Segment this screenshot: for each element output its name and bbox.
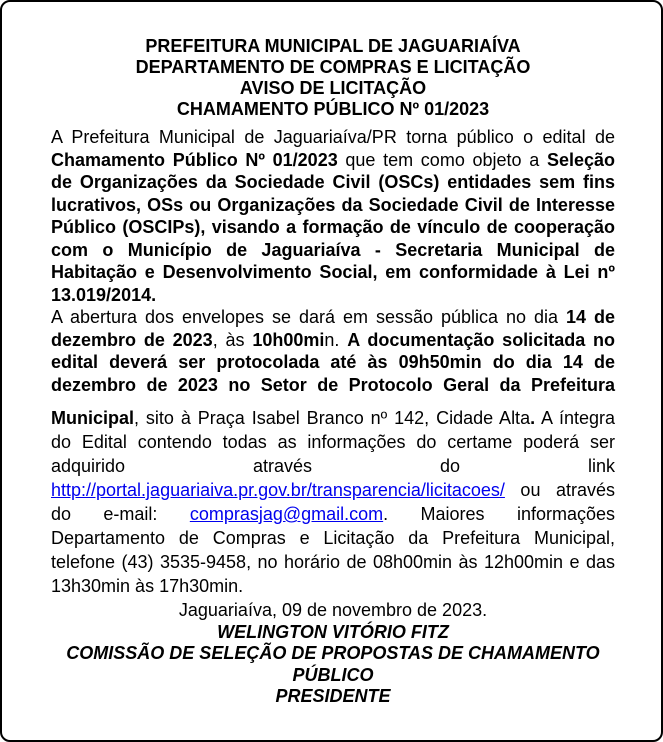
body-block-upper bbox=[51, 126, 615, 396]
notice-number: CHAMAMENTO PÚBLICO Nº 01/2023 bbox=[176, 99, 490, 119]
text-segment: 10h00mi bbox=[252, 329, 325, 350]
text-segment: 13.019/2014. bbox=[51, 284, 157, 305]
notice-type: AVISO DE LICITAÇÃO bbox=[239, 78, 427, 98]
text-segment: de Organizações da Sociedade Civil (OSCs) entidades sem fins bbox=[51, 172, 615, 192]
commission-line-1: COMISSÃO DE SELEÇÃO DE PROPOSTAS DE CHAMAMENTO bbox=[66, 643, 600, 663]
date-line: Jaguariaíva, 09 de novembro de 2023. bbox=[178, 600, 488, 620]
body-line bbox=[51, 239, 615, 262]
text-segment: dezembro de 2023 bbox=[51, 329, 213, 350]
text-segment: Municipal bbox=[51, 408, 135, 428]
body-line bbox=[51, 216, 615, 239]
text-segment: do Edital contendo todas as informações do certame poderá ser bbox=[51, 432, 615, 452]
text-segment: , às bbox=[212, 329, 253, 350]
body-line bbox=[51, 126, 615, 149]
text-segment: Chamamento Público Nº 01/2023 bbox=[51, 149, 338, 170]
text-segment: Habitação e Desenvolvimento Social, em conformidade à Lei nº bbox=[51, 262, 615, 282]
body-line bbox=[51, 406, 615, 430]
body-line bbox=[51, 374, 615, 397]
text-segment: A íntegra bbox=[535, 408, 615, 428]
text-segment: lucrativos, OSs ou Organizações da Sociedade Civil de Interesse bbox=[51, 194, 615, 215]
body-line bbox=[51, 351, 615, 374]
email-link[interactable]: comprasjag@gmail.com bbox=[189, 504, 384, 524]
text-segment: dezembro de 2023 no Setor de Protocolo Geral da Prefeitura bbox=[51, 374, 615, 395]
body-line bbox=[51, 478, 615, 502]
text-segment: ou através bbox=[504, 480, 615, 500]
text-segment: n. bbox=[324, 329, 348, 350]
text-segment: com o Município de Jaguariaíva - Secretaria Municipal de bbox=[51, 239, 615, 260]
text-segment: , sito à Praça Isabel Branco nº 142, Cidade Alta bbox=[134, 408, 531, 428]
body-line bbox=[51, 149, 615, 172]
body-line bbox=[51, 284, 615, 307]
text-segment: 13h30min às 17h30min. bbox=[51, 576, 244, 596]
text-segment: Departamento de Compras e Licitação da Prefeitura Municipal, bbox=[51, 528, 615, 548]
text-segment: edital deverá ser protocolada até às 09h50min do dia 14 de bbox=[51, 352, 615, 372]
body-line bbox=[51, 306, 615, 329]
signatory-name: WELINGTON VITÓRIO FITZ bbox=[217, 621, 449, 642]
body-line bbox=[51, 430, 615, 454]
body-line bbox=[51, 329, 615, 352]
body-line bbox=[51, 171, 615, 194]
text-segment: Seleção bbox=[546, 149, 615, 170]
text-segment: A documentação solicitada no bbox=[347, 329, 616, 350]
text-segment: telefone (43) 3535-9458, no horário de 08h00min às 12h00min e das bbox=[51, 552, 615, 572]
body-line bbox=[51, 526, 615, 550]
body-block-lower bbox=[51, 406, 615, 598]
org-name: PREFEITURA MUNICIPAL DE JAGUARIAÍVA bbox=[145, 36, 521, 56]
text-segment: . bbox=[530, 408, 536, 428]
department-name: DEPARTAMENTO DE COMPRAS E LICITAÇÃO bbox=[135, 57, 531, 77]
text-segment: A abertura dos envelopes se dará em sessão pública no dia bbox=[51, 307, 566, 327]
document-header bbox=[51, 36, 615, 120]
text-segment: A Prefeitura Municipal de Jaguariaíva/PR torna público o edital de bbox=[51, 127, 615, 147]
licitacoes-link[interactable]: http://portal.jaguariaiva.pr.gov.br/transparencia/licitacoes/ bbox=[51, 480, 505, 500]
text-segment: 14 de bbox=[566, 307, 615, 327]
signatory-title: PRESIDENTE bbox=[275, 686, 391, 706]
commission-line-2: PÚBLICO bbox=[292, 664, 374, 685]
body-line bbox=[51, 454, 615, 478]
text-segment: do e-mail: bbox=[51, 504, 190, 524]
body-line bbox=[51, 550, 615, 574]
text-segment: que tem como objeto a bbox=[337, 149, 547, 170]
body-line bbox=[51, 502, 615, 526]
text-segment: . Maiores informações bbox=[383, 504, 615, 524]
text-segment: Público (OSCIPs), visando a formação de vínculo de cooperação bbox=[51, 217, 615, 237]
body-line bbox=[51, 194, 615, 217]
body-line bbox=[51, 261, 615, 284]
document-footer bbox=[51, 600, 615, 708]
text-segment: adquirido através do link bbox=[51, 456, 615, 476]
body-line bbox=[51, 574, 615, 598]
